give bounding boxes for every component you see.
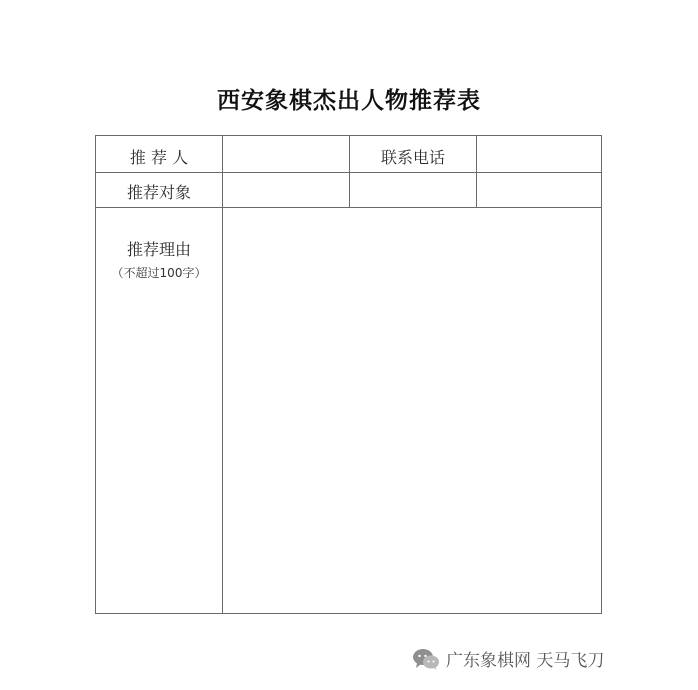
reason-label: 推荐理由: [126, 240, 191, 259]
recommender-field[interactable]: [223, 136, 349, 172]
phone-label: 联系电话: [380, 148, 445, 167]
reason-field[interactable]: [223, 208, 601, 613]
phone-field[interactable]: [477, 136, 601, 172]
form-title: 西安象棋杰出人物推荐表: [217, 88, 481, 114]
nomination-form-table: [95, 135, 602, 614]
reason-note: （不超过100字）: [111, 266, 207, 280]
nominee-extra-field-2[interactable]: [477, 173, 601, 207]
recommender-label: 推 荐 人: [129, 148, 189, 167]
nominee-label: 推荐对象: [126, 183, 191, 202]
nominee-extra-field-1[interactable]: [350, 173, 476, 207]
wechat-icon: [412, 648, 440, 670]
watermark-text: 广东象棋网 天马飞刀: [446, 651, 605, 671]
watermark: [412, 646, 604, 671]
nominee-field[interactable]: [223, 173, 349, 207]
